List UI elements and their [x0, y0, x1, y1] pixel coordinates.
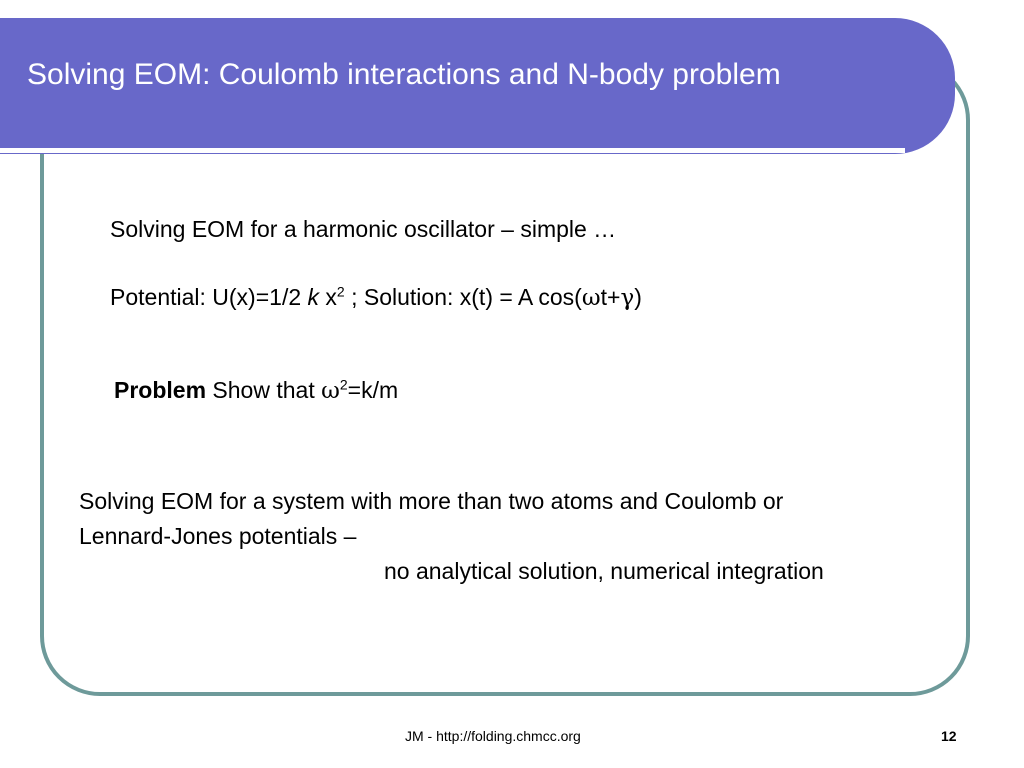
potential-solution-line: [110, 284, 642, 311]
problem-line: [114, 377, 398, 404]
problem-label: Problem: [114, 377, 207, 403]
title-underline: [0, 148, 905, 153]
close-paren-text: ): [634, 284, 642, 310]
solution-text: ; Solution: x(t) = A cos(: [344, 284, 582, 310]
slide-title: Solving EOM: Coulomb interactions and N-body problem: [27, 58, 781, 91]
page-number: 12: [941, 728, 957, 744]
footer-credit: JM - http://folding.chmcc.org: [405, 728, 581, 744]
omega-symbol: ω: [581, 285, 601, 311]
problem-tail: =k/m: [347, 377, 399, 403]
problem-text: Show that: [206, 377, 322, 403]
nbody-line-2: Lennard-Jones potentials –: [79, 523, 357, 549]
squared-superscript: 2: [339, 376, 348, 393]
harmonic-oscillator-line: Solving EOM for a harmonic oscillator – simple …: [110, 216, 617, 242]
gamma-symbol: γ: [620, 285, 635, 311]
x-text: x: [319, 284, 337, 310]
k-symbol: k: [307, 284, 320, 310]
omega-symbol: ω: [321, 378, 340, 404]
nbody-line-1: Solving EOM for a system with more than two atoms and Coulomb or: [79, 488, 784, 514]
squared-superscript: 2: [336, 283, 345, 300]
nbody-line-3: no analytical solution, numerical integration: [384, 558, 824, 584]
t-plus-text: t+: [600, 284, 621, 310]
potential-text: Potential: U(x)=1/2: [110, 284, 308, 310]
